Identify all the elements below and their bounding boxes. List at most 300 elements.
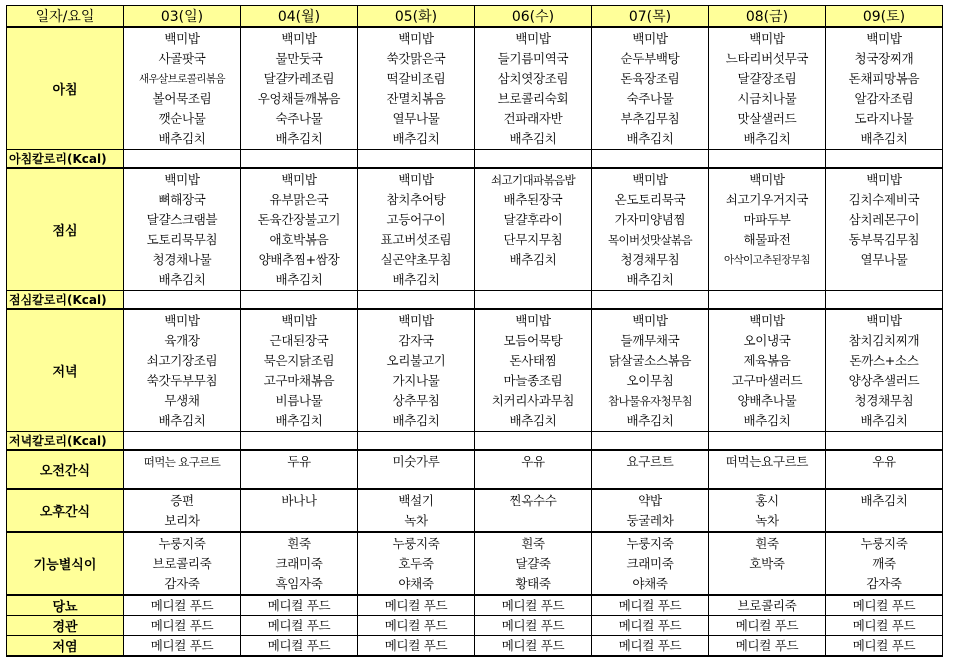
menu-item: 메디컬 푸드 [150, 597, 214, 613]
menu-item: 누룽지죽 [860, 536, 908, 551]
header-corner: 일자/요일 [7, 6, 124, 28]
menu-item: 메디컬 푸드 [618, 617, 682, 633]
menu-item: 새우살브로콜리볶음 [139, 73, 225, 85]
menu-item: 메디컬 푸드 [501, 617, 565, 633]
menu-item: 크래미죽 [275, 556, 323, 571]
menu-item: 메디컬 푸드 [150, 617, 214, 633]
menu-item: 백미밥 [749, 31, 785, 46]
kcal-cell [241, 432, 358, 451]
menu-item: 황태죽 [515, 576, 551, 591]
menu-item: 감자국 [398, 333, 434, 348]
header-day: 09(토) [826, 6, 943, 28]
menu-item: 메디컬 푸드 [384, 637, 448, 653]
menu-item: 백미밥 [749, 313, 785, 328]
functional-diet-cell [358, 532, 475, 595]
menu-item: 열무나물 [860, 252, 908, 267]
menu-item: 마늘종조림 [503, 373, 563, 388]
menu-item: 메디컬 푸드 [501, 597, 565, 613]
menu-item: 느타리버섯무국 [725, 51, 809, 66]
afternoon-snack-label: 오후간식 [7, 489, 124, 532]
menu-item: 누룽지죽 [392, 536, 440, 551]
menu-item: 돈육장조림 [620, 71, 680, 86]
menu-item: 참나물유자청무침 [607, 394, 693, 408]
menu-item: 돈채피망볶음 [848, 71, 920, 86]
menu-item: 순두부백탕 [620, 51, 680, 66]
menu-item: 백미밥 [632, 313, 668, 328]
menu-item: 쑥갓맑은국 [386, 51, 446, 66]
afternoon-snack-cell [709, 489, 826, 532]
menu-item: 배추김치 [626, 131, 674, 146]
header-day: 06(수) [475, 6, 592, 28]
menu-item: 볼어묵조림 [152, 91, 212, 106]
morning-snack-cell [709, 450, 826, 489]
breakfast-kcal-row [7, 150, 943, 169]
menu-item: 양배추찜+쌈장 [258, 252, 340, 267]
menu-item: 배추김치 [158, 272, 206, 287]
dinner-cell [709, 309, 826, 432]
header-day: 03(일) [124, 6, 241, 28]
kcal-cell [358, 432, 475, 451]
menu-item: 아삭이고추된장무침 [724, 254, 810, 266]
menu-item: 보리차 [164, 513, 200, 528]
menu-item: 마파두부 [743, 212, 791, 227]
menu-item: 녹차 [404, 513, 428, 528]
menu-item: 해물파전 [743, 232, 791, 247]
menu-item: 배추김치 [392, 413, 440, 428]
lunch-label: 점심 [7, 168, 124, 291]
menu-item: 누룽지죽 [158, 536, 206, 551]
tube-feeding-label: 경관 [7, 616, 124, 636]
breakfast-cell [826, 27, 943, 150]
lunch-cell [592, 168, 709, 291]
low-salt-cell [124, 636, 241, 657]
menu-item: 백미밥 [866, 31, 902, 46]
dinner-label: 저녁 [7, 309, 124, 432]
tube-feeding-cell [592, 616, 709, 636]
diabetes-row [7, 595, 943, 616]
afternoon-snack-cell [124, 489, 241, 532]
kcal-cell [826, 432, 943, 451]
kcal-cell [826, 291, 943, 310]
menu-item: 둥굴레차 [626, 513, 674, 528]
menu-item: 백미밥 [164, 31, 200, 46]
dinner-kcal-row [7, 432, 943, 451]
menu-item: 백미밥 [749, 172, 785, 187]
menu-item: 근대된장국 [269, 333, 329, 348]
menu-item: 배추김치 [626, 413, 674, 428]
menu-item: 가자미양념찜 [614, 212, 686, 227]
menu-item: 녹차 [755, 513, 779, 528]
menu-item: 메디컬 푸드 [384, 617, 448, 633]
menu-item: 제육볶음 [743, 353, 791, 368]
menu-item: 감자죽 [866, 576, 902, 591]
lunch-cell [124, 168, 241, 291]
low-salt-cell [709, 636, 826, 657]
header-day: 07(목) [592, 6, 709, 28]
low-salt-label: 저염 [7, 636, 124, 657]
menu-item: 비름나물 [275, 393, 323, 408]
menu-item: 백미밥 [398, 313, 434, 328]
morning-snack-cell [826, 450, 943, 489]
menu-item: 백설기 [398, 493, 434, 508]
menu-item: 배추김치 [392, 272, 440, 287]
kcal-cell [709, 150, 826, 169]
diabetes-cell [358, 595, 475, 616]
menu-item: 김치수제비국 [848, 192, 920, 207]
kcal-cell [826, 150, 943, 169]
menu-item: 배추김치 [275, 413, 323, 428]
breakfast-cell [592, 27, 709, 150]
lunch-cell [358, 168, 475, 291]
menu-item: 메디컬 푸드 [384, 597, 448, 613]
menu-item: 백미밥 [866, 172, 902, 187]
menu-item: 배추김치 [860, 413, 908, 428]
menu-item: 브로콜리숙회 [497, 91, 569, 106]
menu-item: 들기름미역국 [497, 51, 569, 66]
tube-feeding-cell [475, 616, 592, 636]
kcal-cell [358, 150, 475, 169]
menu-item: 숙주나물 [275, 111, 323, 126]
diabetes-cell [241, 595, 358, 616]
dinner-row [7, 309, 943, 432]
menu-item: 우엉채들깨볶음 [257, 91, 341, 106]
menu-item: 메디컬 푸드 [735, 637, 799, 653]
header-day: 04(월) [241, 6, 358, 28]
low-salt-cell [358, 636, 475, 657]
morning-snack-row [7, 450, 943, 489]
functional-diet-cell [475, 532, 592, 595]
menu-item: 청국장찌개 [854, 51, 914, 66]
menu-item: 도토리묵무침 [146, 232, 218, 247]
menu-item: 배추김치 [509, 413, 557, 428]
menu-item: 배추김치 [860, 131, 908, 146]
menu-item: 양상추샐러드 [848, 373, 920, 388]
menu-item: 열무나물 [392, 111, 440, 126]
menu-item: 모듬어묵탕 [503, 333, 563, 348]
menu-item: 무생채 [164, 393, 200, 408]
menu-item: 메디컬 푸드 [852, 637, 916, 653]
menu-item: 동부묵김무침 [848, 232, 920, 247]
menu-item: 참치추어탕 [386, 192, 446, 207]
kcal-cell [475, 291, 592, 310]
menu-item: 호박죽 [749, 556, 785, 571]
menu-item: 백미밥 [164, 313, 200, 328]
menu-item: 야채죽 [398, 576, 434, 591]
menu-item: 단무지무침 [503, 232, 563, 247]
diabetes-cell [475, 595, 592, 616]
diabetes-cell [592, 595, 709, 616]
menu-item: 야채죽 [632, 576, 668, 591]
menu-item: 깨죽 [872, 556, 896, 571]
tube-feeding-cell [826, 616, 943, 636]
kcal-cell [709, 432, 826, 451]
menu-item: 배추김치 [392, 131, 440, 146]
menu-item: 호두죽 [398, 556, 434, 571]
menu-item: 백미밥 [398, 31, 434, 46]
low-salt-cell [475, 636, 592, 657]
low-salt-cell [826, 636, 943, 657]
menu-item: 메디컬 푸드 [267, 637, 331, 653]
menu-item: 백미밥 [866, 313, 902, 328]
menu-item: 가지나물 [392, 373, 440, 388]
kcal-cell [124, 432, 241, 451]
menu-item: 육개장 [164, 333, 200, 348]
header-day: 08(금) [709, 6, 826, 28]
menu-item: 브로콜리죽 [152, 556, 212, 571]
functional-diet-cell [124, 532, 241, 595]
breakfast-cell [709, 27, 826, 150]
menu-item: 오리불고기 [386, 353, 446, 368]
menu-item: 알감자조림 [854, 91, 914, 106]
breakfast-cell [124, 27, 241, 150]
menu-item: 우유 [521, 454, 545, 469]
menu-item: 배추김치 [860, 493, 908, 508]
dinner-cell [241, 309, 358, 432]
low-salt-row [7, 636, 943, 657]
menu-item: 백미밥 [515, 313, 551, 328]
kcal-cell [475, 432, 592, 451]
menu-item: 증편 [170, 493, 194, 508]
dinner-cell [826, 309, 943, 432]
menu-item: 쇠고기대파볶음밥 [490, 173, 576, 187]
diabetes-cell [826, 595, 943, 616]
morning-snack-label: 오전간식 [7, 450, 124, 489]
menu-item: 달걀후라이 [503, 212, 563, 227]
menu-item: 돈사태찜 [509, 353, 557, 368]
menu-item: 백미밥 [281, 31, 317, 46]
kcal-cell [124, 291, 241, 310]
menu-item: 도라지나물 [854, 111, 914, 126]
functional-diet-cell [826, 532, 943, 595]
diabetes-cell [709, 595, 826, 616]
diabetes-cell [124, 595, 241, 616]
menu-item: 백미밥 [632, 31, 668, 46]
menu-item: 달걀카레조림 [263, 71, 335, 86]
menu-item: 쑥갓두부무침 [146, 373, 218, 388]
menu-item: 백미밥 [632, 172, 668, 187]
kcal-cell [124, 150, 241, 169]
menu-item: 배추김치 [509, 131, 557, 146]
menu-item: 묵은지닭조림 [263, 353, 335, 368]
menu-item: 배추김치 [275, 272, 323, 287]
menu-item: 건파래자반 [503, 111, 563, 126]
tube-feeding-cell [358, 616, 475, 636]
menu-item: 깻순나물 [158, 111, 206, 126]
menu-item: 실곤약초무침 [380, 252, 452, 267]
menu-item: 감자죽 [164, 576, 200, 591]
afternoon-snack-row [7, 489, 943, 532]
functional-diet-row [7, 532, 943, 595]
functional-diet-cell [709, 532, 826, 595]
menu-item: 누룽지죽 [626, 536, 674, 551]
morning-snack-cell [124, 450, 241, 489]
low-salt-cell [592, 636, 709, 657]
menu-item: 사골팟국 [158, 51, 206, 66]
breakfast-cell [241, 27, 358, 150]
dinner-cell [358, 309, 475, 432]
diabetes-label: 당뇨 [7, 595, 124, 616]
menu-item: 오이냉국 [743, 333, 791, 348]
menu-item: 고구마샐러드 [731, 373, 803, 388]
menu-item: 청경채무침 [620, 252, 680, 267]
menu-item: 떠먹는요구르트 [725, 454, 809, 469]
menu-item: 삼치레몬구이 [848, 212, 920, 227]
menu-item: 들깨무채국 [620, 333, 680, 348]
menu-item: 바나나 [281, 493, 317, 508]
menu-item: 배추김치 [275, 131, 323, 146]
morning-snack-cell [475, 450, 592, 489]
menu-item: 메디컬 푸드 [267, 597, 331, 613]
functional-diet-cell [592, 532, 709, 595]
menu-item: 애호박볶음 [269, 232, 329, 247]
tube-feeding-cell [709, 616, 826, 636]
menu-item: 찐옥수수 [509, 493, 557, 508]
afternoon-snack-cell [826, 489, 943, 532]
menu-item: 시금치나물 [737, 91, 797, 106]
menu-item: 맛살샐러드 [737, 111, 797, 126]
lunch-cell [475, 168, 592, 291]
tube-feeding-row [7, 616, 943, 636]
tube-feeding-cell [124, 616, 241, 636]
functional-diet-label: 기능별식이 [7, 532, 124, 595]
menu-item: 잔멸치볶음 [386, 91, 446, 106]
functional-diet-cell [241, 532, 358, 595]
menu-item: 백미밥 [515, 31, 551, 46]
kcal-cell [592, 291, 709, 310]
menu-item: 달걀스크램블 [146, 212, 218, 227]
menu-item: 메디컬 푸드 [618, 597, 682, 613]
tube-feeding-cell [241, 616, 358, 636]
menu-item: 흑임자죽 [275, 576, 323, 591]
afternoon-snack-cell [358, 489, 475, 532]
header-day: 05(화) [358, 6, 475, 28]
afternoon-snack-cell [592, 489, 709, 532]
afternoon-snack-cell [475, 489, 592, 532]
menu-item: 쇠고기우거지국 [725, 192, 809, 207]
menu-item: 오이무침 [626, 373, 674, 388]
menu-item: 배추김치 [158, 413, 206, 428]
menu-item: 치커리사과무침 [491, 393, 575, 408]
dinner-cell [124, 309, 241, 432]
menu-item: 백미밥 [398, 172, 434, 187]
menu-item: 크래미죽 [626, 556, 674, 571]
menu-item: 상추무침 [392, 393, 440, 408]
menu-item: 배추김치 [509, 252, 557, 267]
lunch-kcal-row [7, 291, 943, 310]
kcal-cell [358, 291, 475, 310]
menu-item: 두유 [287, 454, 311, 469]
breakfast-row [7, 27, 943, 150]
menu-item: 메디컬 푸드 [735, 617, 799, 633]
lunch-cell [241, 168, 358, 291]
menu-item: 백미밥 [281, 172, 317, 187]
menu-item: 양배추나물 [737, 393, 797, 408]
kcal-cell [475, 150, 592, 169]
menu-item: 떡갈비조림 [386, 71, 446, 86]
menu-item: 메디컬 푸드 [267, 617, 331, 633]
menu-item: 부추김무침 [620, 111, 680, 126]
menu-item: 표고버섯조림 [380, 232, 452, 247]
kcal-cell [592, 432, 709, 451]
menu-item: 배추김치 [158, 131, 206, 146]
menu-item: 청경채무침 [854, 393, 914, 408]
menu-item: 달걀장조림 [737, 71, 797, 86]
menu-item: 달걀죽 [515, 556, 551, 571]
afternoon-snack-cell [241, 489, 358, 532]
dinner-cell [592, 309, 709, 432]
menu-item: 숙주나물 [626, 91, 674, 106]
menu-item: 고등어구이 [386, 212, 446, 227]
morning-snack-cell [358, 450, 475, 489]
morning-snack-cell [241, 450, 358, 489]
menu-table-wrapper [6, 5, 943, 657]
menu-item: 메디컬 푸드 [501, 637, 565, 653]
menu-item: 쇠고기장조림 [146, 353, 218, 368]
menu-item: 삼치엿장조림 [497, 71, 569, 86]
menu-item: 배추김치 [626, 272, 674, 287]
menu-item: 약밥 [638, 493, 662, 508]
dinner-kcal-label: 저녁칼로리(Kcal) [7, 432, 124, 451]
menu-item: 참치김치찌개 [848, 333, 920, 348]
breakfast-kcal-label: 아침칼로리(Kcal) [7, 150, 124, 169]
menu-item: 돈육간장불고기 [257, 212, 341, 227]
menu-item: 메디컬 푸드 [150, 637, 214, 653]
weekly-menu-table [6, 5, 943, 657]
menu-item: 메디컬 푸드 [852, 597, 916, 613]
menu-item: 온도토리묵국 [614, 192, 686, 207]
menu-item: 백미밥 [281, 313, 317, 328]
menu-item: 흰죽 [287, 536, 311, 551]
menu-item: 배추된장국 [503, 192, 563, 207]
menu-item: 흰죽 [755, 536, 779, 551]
header-row [7, 6, 943, 28]
morning-snack-cell [592, 450, 709, 489]
dinner-cell [475, 309, 592, 432]
menu-item: 배추김치 [743, 131, 791, 146]
menu-item: 배추김치 [743, 413, 791, 428]
breakfast-label: 아침 [7, 27, 124, 150]
lunch-cell [826, 168, 943, 291]
lunch-row [7, 168, 943, 291]
menu-item: 닭살굴소스볶음 [608, 353, 692, 368]
menu-item: 메디컬 푸드 [618, 637, 682, 653]
lunch-cell [709, 168, 826, 291]
menu-item: 백미밥 [164, 172, 200, 187]
menu-item: 요구르트 [626, 454, 674, 469]
kcal-cell [241, 150, 358, 169]
lunch-kcal-label: 점심칼로리(Kcal) [7, 291, 124, 310]
menu-item: 돈까스+소스 [849, 353, 919, 368]
kcal-cell [709, 291, 826, 310]
menu-item: 유부맑은국 [269, 192, 329, 207]
menu-item: 메디컬 푸드 [852, 617, 916, 633]
breakfast-cell [475, 27, 592, 150]
menu-item: 떠먹는 요구르트 [143, 455, 221, 469]
menu-item: 미숫가루 [392, 454, 440, 469]
low-salt-cell [241, 636, 358, 657]
menu-item: 브로콜리죽 [737, 597, 797, 613]
menu-item: 우유 [872, 454, 896, 469]
menu-item: 흰죽 [521, 536, 545, 551]
kcal-cell [592, 150, 709, 169]
menu-item: 물만둣국 [275, 51, 323, 66]
menu-item: 청경채나물 [152, 252, 212, 267]
menu-item: 고구마채볶음 [263, 373, 335, 388]
menu-item: 홍시 [755, 493, 779, 508]
kcal-cell [241, 291, 358, 310]
breakfast-cell [358, 27, 475, 150]
menu-item: 목이버섯맛살볶음 [607, 233, 693, 247]
